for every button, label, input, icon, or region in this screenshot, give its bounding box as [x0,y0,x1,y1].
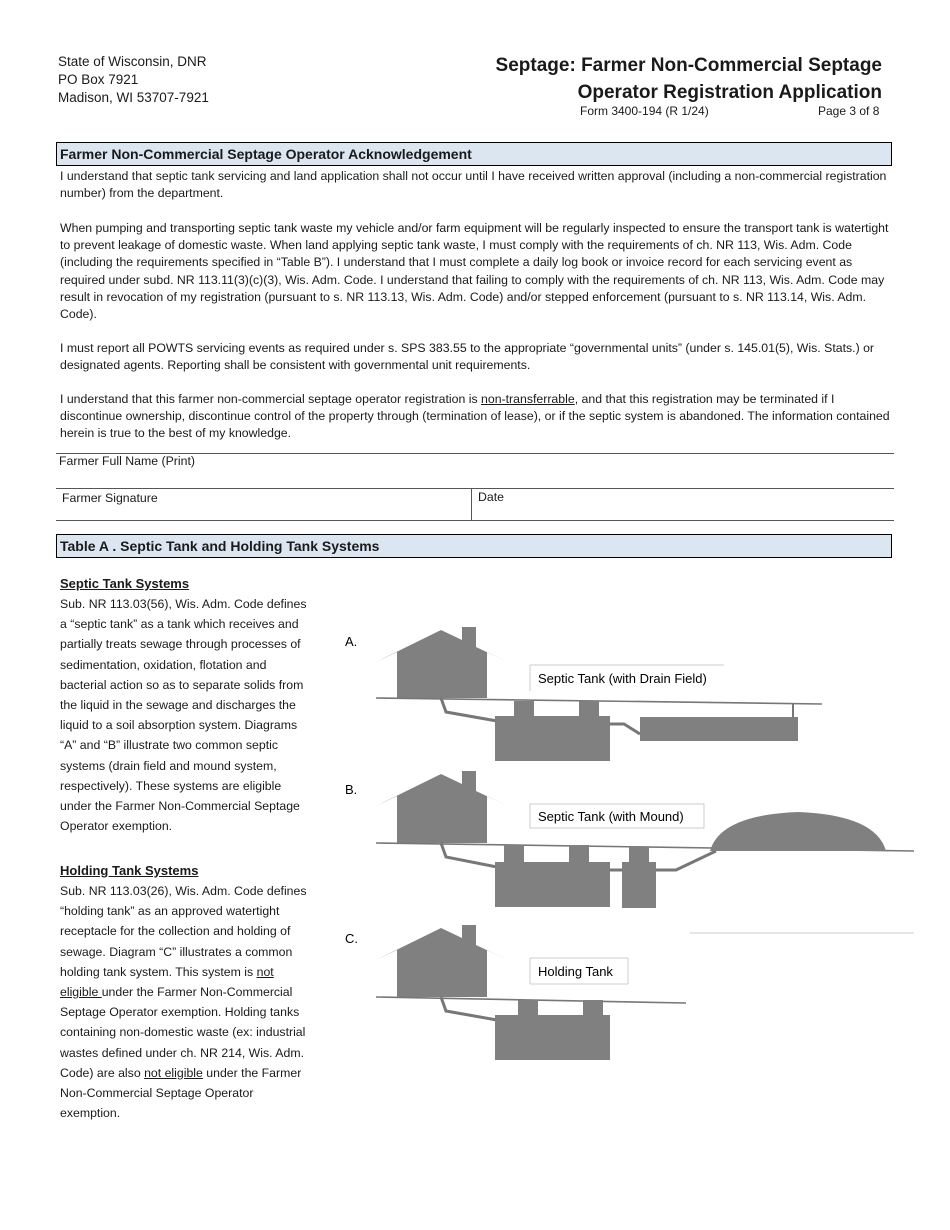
agency-address [58,53,209,107]
signature-date-divider [471,489,472,520]
septic-diagrams [335,620,925,1080]
diagram-c-letter: C. [345,931,358,946]
ack-p4-text-a: I understand that this farmer non-commercial septage operator registration is [60,392,482,406]
date-label: Date [478,490,504,504]
outlet-pipe [610,724,640,734]
septic-tank-body [495,716,610,761]
pump-riser [629,847,649,863]
not-eligible-2: not eligible [144,1065,203,1080]
house-icon [376,771,508,843]
tank-riser [504,845,524,863]
holding-text-a: Sub. NR 113.03(26), Wis. Adm. Code defines “holding tank” as an approved watertight receptacle for the collection and holding of sewage. Diagram “C” illustrates a common holding tank system. This system is [60,884,307,979]
ack-p4-underlined: non-transferrable [481,392,575,406]
form-title-line1: Septage: Farmer Non-Commercial Septage [495,55,882,76]
holding-tank-description [60,861,315,1123]
farmer-signature-label: Farmer Signature [62,491,158,505]
tank-riser [518,1000,538,1016]
table-a-heading: Table A . Septic Tank and Holding Tank Systems [56,534,892,558]
house-icon [376,627,508,698]
farmer-name-label: Farmer Full Name (Print) [59,454,195,468]
drain-field [640,717,798,741]
inlet-pipe [441,843,497,867]
diagram-b-mound [345,771,914,933]
form-title-line2: Operator Registration Application [577,82,882,103]
diagram-a-label: Septic Tank (with Drain Field) [538,671,707,686]
tank-riser [514,701,534,717]
mound [710,812,886,851]
pressure-line [656,851,716,870]
tank-riser [583,1000,603,1016]
address-line: PO Box 7921 [58,72,139,87]
address-line: Madison, WI 53707-7921 [58,90,209,105]
tank-riser [569,845,589,863]
holding-tank-text [60,881,315,1123]
form-number: Form 3400-194 (R 1/24) [580,104,709,118]
farmer-signature-field[interactable] [56,520,471,521]
ack-p4-text-b: , and that this registration may be terminated if I discontinue ownership, discontinue control of the property through (termination of lease), or if the septic system is abandoned. The information contained herein is true to the best of my knowledge. [60,392,890,441]
address-line: State of Wisconsin, DNR [58,54,207,69]
pump-tank [622,862,656,908]
not-eligible-1: not eligible [60,964,274,1000]
diagram-a-letter: A. [345,634,358,649]
ack-paragraph-2: When pumping and transporting septic tank waste my vehicle and/or farm equipment will be regularly inspected to ensure the transport tank is watertight to prevent leakage of domestic waste. When land applying septic tank waste, I must comply with the requirements of ch. NR 113, Wis. Adm. Code (including the requirements specified in “Table B”). I understand that I must complete a daily log book or invoice record for each servicing event as required under subd. NR 113.11(3)(c)(3), Wis. Adm. Code. I understand that failing to comply with the requirements of ch. NR 113, Wis. Adm. Code may result in revocation of my registration (pursuant to s. NR 113.13, Wis. Adm. Code) and/or stepped enforcement (pursuant to s. NR 113.14, Wis. Adm. Code). [60,221,889,322]
inlet-pipe [441,997,497,1020]
date-field[interactable] [471,520,894,521]
septic-tank-heading: Septic Tank Systems [60,576,190,591]
septic-tank-description [60,574,315,836]
diagram-c-holding-tank [345,925,686,1060]
acknowledgement-heading: Farmer Non-Commercial Septage Operator Acknowledgement [56,142,892,166]
diagram-b-letter: B. [345,782,358,797]
page-number: Page 3 of 8 [818,104,880,118]
house-icon [376,925,508,997]
septic-tank-text: Sub. NR 113.03(56), Wis. Adm. Code defines a “septic tank” as a tank which receives and partially treats sewage through processes of sedimentation, oxidation, flotation and bacterial action so as to separate solids from the liquid in the sewage and discharges the liquid to a soil absorption system. Diagrams “A” and “B” illustrate two common septic systems (drain field and mound system, respectively). These systems are eligible under the Farmer Non-Commercial Septage Operator exemption. [60,597,307,834]
ack-paragraph-3: I must report all POWTS servicing events as required under s. SPS 383.55 to the appropriate “governmental units” (under s. 145.01(5), Wis. Stats.) or designated agents. Reporting shall be consistent with governmental unit requirements. [60,341,875,373]
tank-riser [579,701,599,717]
form-title [496,52,882,106]
holding-tank-body [495,1015,610,1060]
diagram-b-label: Septic Tank (with Mound) [538,809,684,824]
ack-paragraph-4 [60,391,895,443]
diagram-c-label: Holding Tank [538,964,613,979]
diagram-a-drain-field [345,627,822,761]
holding-text-b: under the Farmer Non-Commercial Septage Operator exemption. Holding tanks containing non-domestic waste (ex: industrial wastes defined under ch. NR 214, Wis. Adm. Code) are also [60,985,306,1080]
ack-paragraph-1: I understand that septic tank servicing and land application shall not occur until I have received written approval (including a non-commercial registration number) from the department. [60,169,887,201]
holding-text-c: under the Farmer Non-Commercial Septage Operator exemption. [60,1065,302,1121]
holding-tank-heading: Holding Tank Systems [60,863,199,878]
farmer-name-field[interactable] [56,488,894,489]
inlet-pipe [441,698,497,721]
septic-tank-body [495,862,610,907]
